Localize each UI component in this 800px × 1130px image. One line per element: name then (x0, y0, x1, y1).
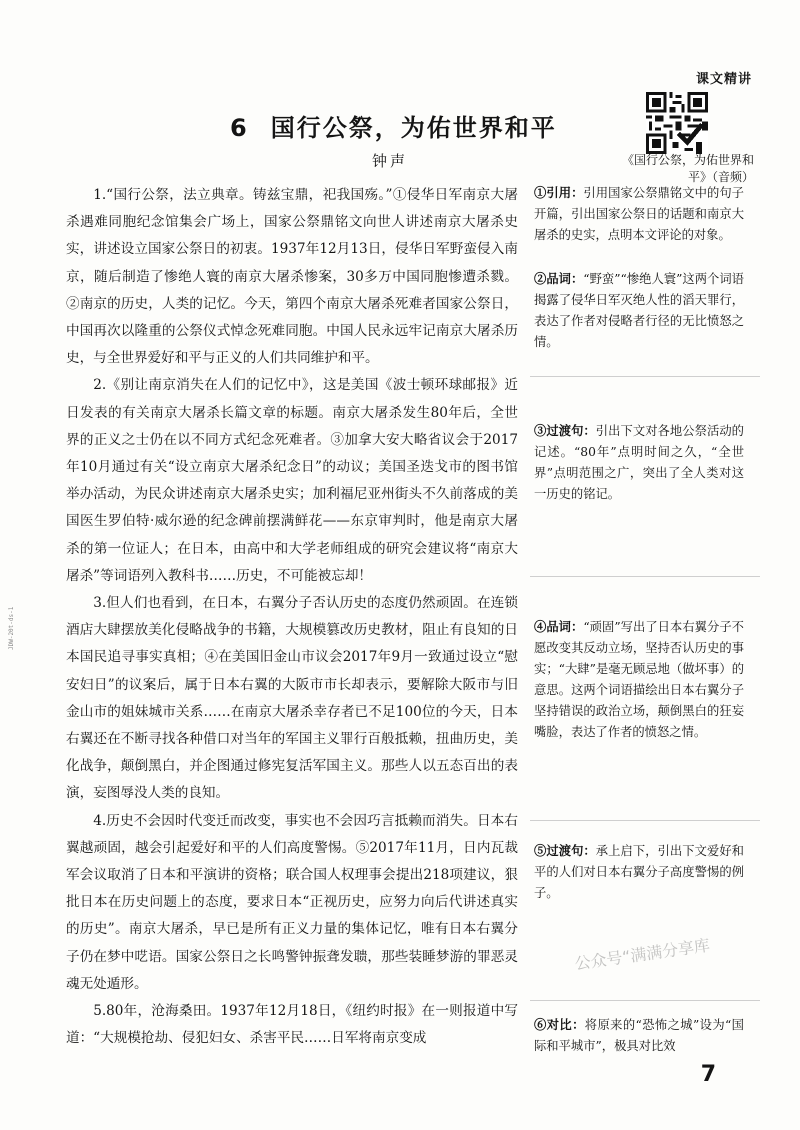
lesson-title-text: 国行公祭，为佑世界和平 (270, 114, 557, 142)
side-note-head: ④品词： (534, 619, 584, 634)
side-note-head: ①引用： (534, 185, 584, 200)
qr-code-icon[interactable] (646, 92, 708, 154)
margin-code: JDW-20t-ds-1 (8, 606, 15, 650)
divider (530, 1000, 760, 1001)
page-number: 7 (700, 1062, 716, 1087)
side-note-head: ⑤过渡句： (534, 843, 596, 858)
divider (530, 376, 760, 377)
side-note-5 (534, 840, 744, 904)
side-note-text: “野蛮”“惨绝人寰”这两个词语揭露了侵华日军灭绝人性的滔天罪行，表达了作者对侵略者行径的无比愤怒之情。 (534, 272, 744, 349)
divider (530, 576, 760, 577)
side-note-head: ③过渡句： (534, 423, 596, 438)
paragraph-3: 3.但人们也看到，在日本，右翼分子否认历史的态度仍然顽固。在连锁酒店大肆摆放美化侵略战争的书籍，大规模篡改历史教材，阻止有良知的日本国民追寻事实真相；④在美国旧金山市议会2017年9月一致通过设立“慰安妇日”的议案后，属于日本右翼的大阪市市长却表示，要解除大阪市与旧金山市的姐妹城市关系……在南京大屠杀幸存者已不足100位的今天，日本右翼还在不断寻找各种借口对当年的军国主义罪行百般抵赖，扭曲历史，美化战争，颠倒黑白，并企图通过修宪复活军国主义。那些人以五态百出的表演，妄图辱没人类的良知。 (66, 595, 518, 802)
side-note-text: 引出下文对各地公祭活动的记述。“80年”点明时间之久，“全世界”点明范围之广，突出了全人类对这一历史的铭记。 (534, 424, 744, 501)
paragraph-2: 2.《别让南京消失在人们的记忆中》，这是美国《波士顿环球邮报》近日发表的有关南京大屠杀长篇文章的标题。南京大屠杀发生80年后，全世界的正义之士仍在以不同方式纪念死难者。③加拿大安大略省议会于2017年10月通过有关“设立南京大屠杀纪念日”的动议；美国圣迭戈市的图书馆举办活动，为民众讲述南京大屠杀史实；加利福尼亚州街头不久前落成的美国医生罗伯特·威尔逊的纪念碑前摆满鲜花——东京审判时，他是南京大屠杀的第一位证人；在日本，由高中和大学老师组成的研究会建议将“南京大屠杀”等词语列入教科书……历史，不可能被忘却！ (66, 377, 518, 584)
side-note-4 (534, 616, 744, 743)
author: 钟声 (372, 152, 409, 170)
paragraph-5: 5.80年，沧海桑田。1937年12月18日，《纽约时报》在一则报道中写道：“大规模抢劫、侵犯妇女、杀害平民……日军将南京变成 (66, 1003, 518, 1047)
qr-caption: 《国行公祭，为佑世界和平》（音频） (621, 153, 754, 184)
side-note-2 (534, 268, 744, 353)
lesson-number: 6 (230, 114, 249, 142)
side-note-text: 承上启下，引出下文爱好和平的人们对日本右翼分子高度警惕的例子。 (534, 844, 744, 900)
section-tag: 课文精讲 (695, 72, 752, 87)
watermark: 公众号“满满分享库 (573, 935, 712, 974)
side-note-text: 引用国家公祭鼎铭文中的句子开篇，引出国家公祭日的话题和南京大屠杀的史实，点明本文评论的对象。 (534, 186, 744, 242)
side-note-text: “顽固”写出了日本右翼分子不愿改变其反动立场，坚持否认历史的事实；“大肆”是毫无顾忌地（做坏事）的意思。这两个词语描绘出日本右翼分子坚持错误的政治立场，颠倒黑白的狂妄嘴脸，表达了作者的愤怒之情。 (534, 620, 744, 739)
divider (530, 820, 760, 821)
side-note-text: 将原来的“恐怖之城”设为“国际和平城市”，极具对比效 (534, 1018, 744, 1053)
lesson-title (230, 108, 557, 143)
side-note-3 (534, 420, 744, 505)
article-body (66, 182, 518, 1053)
paragraph-1: 1.“国行公祭，法立典章。铸兹宝鼎，祀我国殇。”①侵华日军南京大屠杀遇难同胞纪念馆集会广场上，国家公祭鼎铭文向世人讲述南京大屠杀史实，讲述设立国家公祭日的初衷。1937年12月13日，侵华日军野蛮侵入南京，随后制造了惨绝人寰的南京大屠杀惨案，30多万中国同胞惨遭杀戮。②南京的历史，人类的记忆。今天，第四个南京大屠杀死难者国家公祭日，中国再次以隆重的公祭仪式悼念死难同胞。中国人民永远牢记南京大屠杀历史，与全世界爱好和平与正义的人们共同维护和平。 (66, 187, 518, 367)
side-note-head: ⑥对比： (534, 1017, 585, 1032)
side-note-head: ②品词： (534, 271, 584, 286)
paragraph-4: 4.历史不会因时代变迁而改变，事实也不会因巧言抵赖而消失。日本右翼越顽固，越会引起爱好和平的人们高度警惕。⑤2017年11月，日内瓦裁军会议取消了日本和平演讲的资格；联合国人权理事会提出218项建议，狠批日本在历史问题上的态度，要求日本“正视历史，应努力向后代讲述真实的历史”。南京大屠杀，早已是所有正义力量的集体记忆，唯有日本右翼分子仍在梦中呓语。国家公祭日之长鸣警钟振聋发聩，那些装睡梦游的罪恶灵魂无处遁形。 (66, 812, 518, 992)
side-note-6 (534, 1014, 744, 1057)
side-note-1 (534, 182, 744, 246)
